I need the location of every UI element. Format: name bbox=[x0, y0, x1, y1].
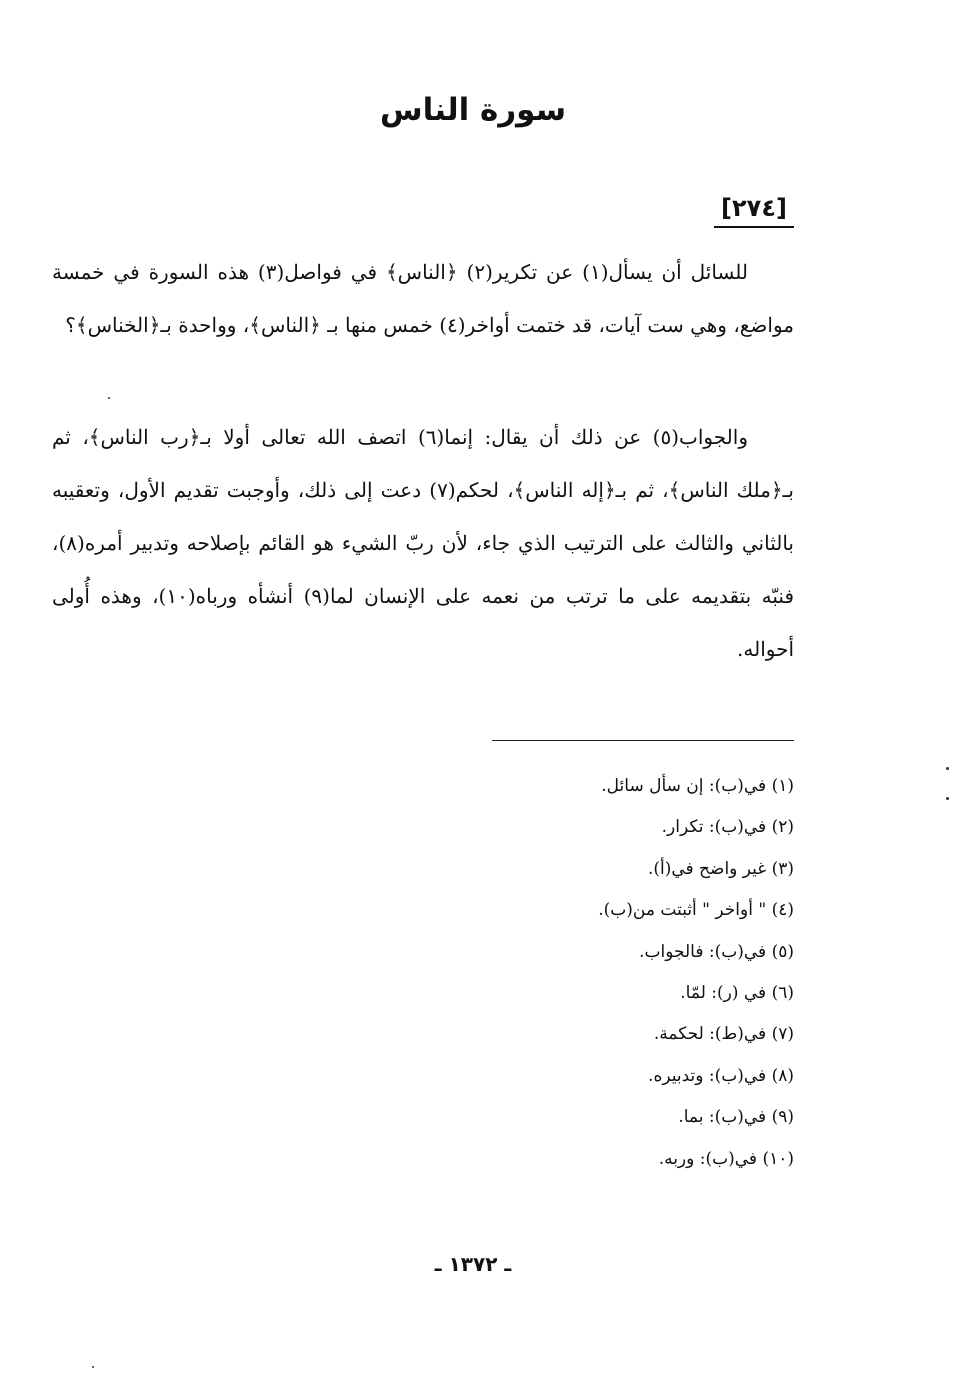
paragraph-text: والجواب(٥) عن ذلك أن يقال: إنما(٦) اتصف الله تعالى أولا بـ﴿رب الناس﴾، ثم بـ﴿ملك الناس﴾، ثم بـ﴿إله الناس﴾، لحكم(٧) دعت إلى ذلك، وأوجبت تقديم الأول، وتعقيبه بالثاني والثالث على الترتيب الذي جاء، لأن ربّ الشيء هو القائم بإصلاحه وتدبير أمره(٨)، فنبّه بتقديمه على ما ترتب من نعمه على الإنسان لما(٩) أنشأه ورباه(١٠)، وهذه أُولى أحواله. bbox=[52, 425, 795, 661]
footnote-item: (٥) في(ب): فالجواب. bbox=[639, 941, 794, 962]
answer-paragraph bbox=[52, 411, 794, 676]
footnote-item: (١) في(ب): إن سأل سائل. bbox=[601, 776, 794, 796]
footnote-separator bbox=[492, 740, 794, 741]
footnote-item: (٤) " أواخر " أثبتت من(ب). bbox=[598, 900, 794, 921]
page-number: ـ ١٣٧٢ ـ bbox=[434, 1252, 512, 1276]
footnote-item: (١٠) في(ب): وربه. bbox=[658, 1148, 794, 1169]
scan-speck bbox=[946, 797, 949, 800]
footnote-item: (٩) في(ب): بما. bbox=[678, 1107, 794, 1128]
scan-speck bbox=[946, 767, 949, 770]
footnote-item: (٦) في (ر): لمّا. bbox=[680, 983, 794, 1004]
entry-number: [٢٧٤] bbox=[714, 193, 794, 228]
footnote-item: (٨) في(ب): وتدبيره. bbox=[648, 1065, 794, 1086]
scan-speck bbox=[92, 1366, 94, 1368]
footnote-item: (٣) غير واضح في(أ). bbox=[647, 858, 794, 879]
footnotes-list bbox=[374, 766, 794, 1180]
paragraph-text: للسائل أن يسأل(١) عن تكرير(٢) ﴿الناس﴾ في فواصل(٣) هذه السورة في خمسة مواضع، وهي ست آيات، قد ختمت أواخر(٤) خمس منها بـ ﴿الناس﴾، وواحدة بـ﴿الخناس﴾؟ bbox=[52, 260, 794, 337]
footnote-item: (٧) في(ط): لحكمة. bbox=[653, 1024, 794, 1045]
surah-title: سورة الناس bbox=[379, 92, 567, 128]
footnote-item: (٢) في(ب): تكرار. bbox=[661, 817, 794, 838]
scan-speck bbox=[108, 397, 110, 399]
question-paragraph bbox=[52, 246, 794, 352]
